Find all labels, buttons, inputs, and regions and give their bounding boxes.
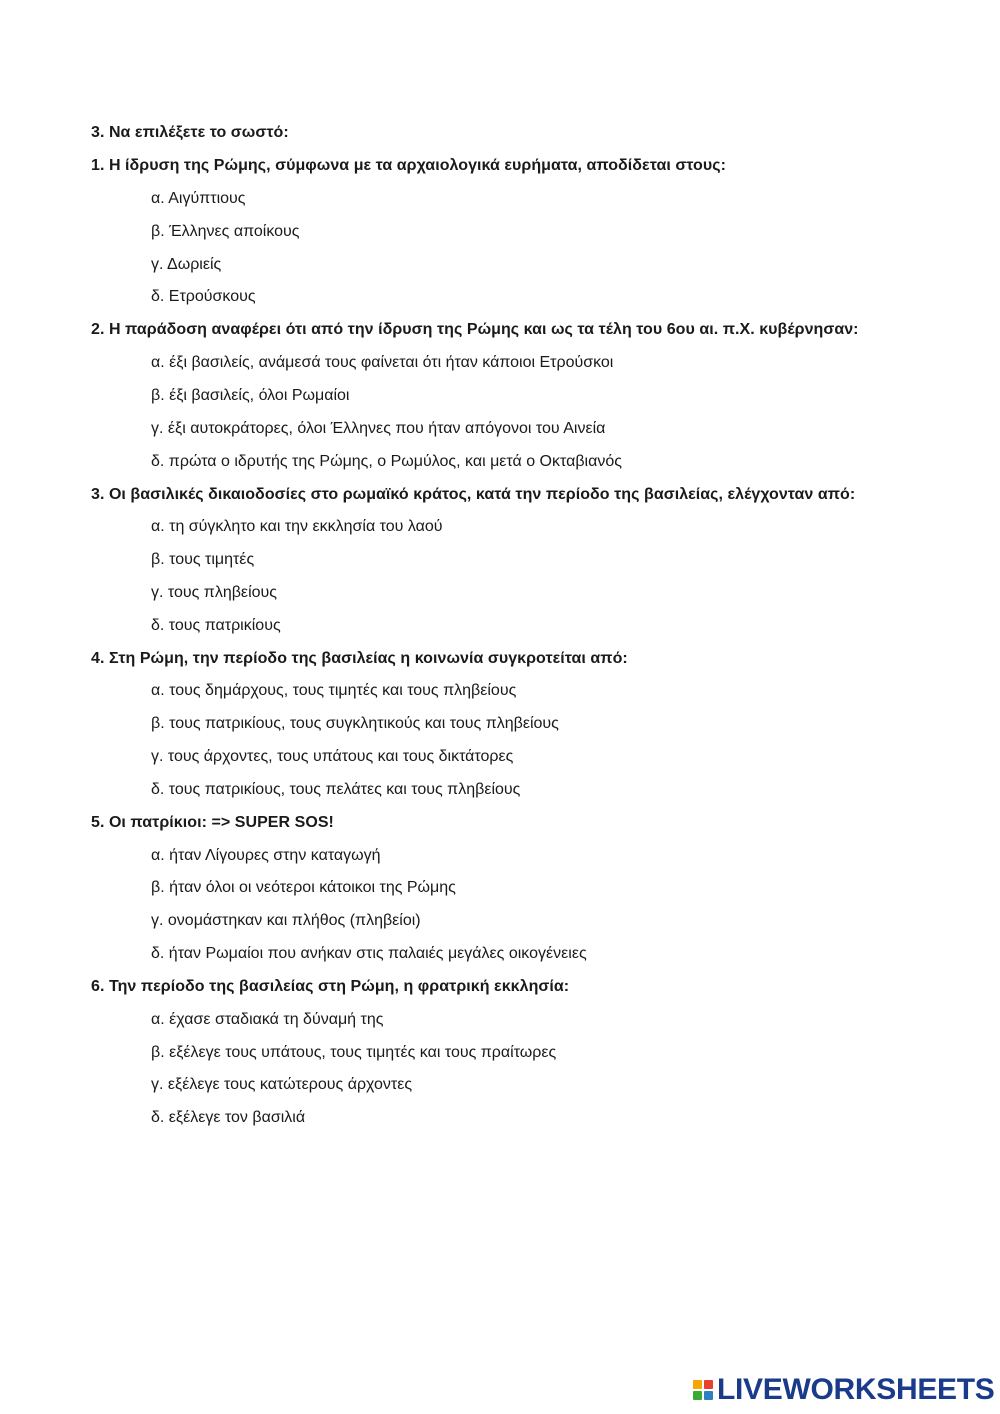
q5-option-a[interactable]: α. ήταν Λίγουρες στην καταγωγή bbox=[151, 847, 381, 864]
q4-option-a[interactable]: α. τους δημάρχους, τους τιμητές και τους πληβείους bbox=[151, 682, 517, 699]
q4-option-d[interactable]: δ. τους πατρικίους, τους πελάτες και τους πληβείους bbox=[151, 781, 521, 798]
q3-option-a[interactable]: α. τη σύγκλητο και την εκκλησία του λαού bbox=[151, 518, 443, 535]
logo-square-4 bbox=[704, 1391, 713, 1400]
q1-option-a[interactable]: α. Αιγύπτιους bbox=[151, 190, 246, 207]
q3-option-d[interactable]: δ. τους πατρικίους bbox=[151, 617, 281, 634]
logo-square-3 bbox=[693, 1391, 702, 1400]
q5-option-c[interactable]: γ. ονομάστηκαν και πλήθος (πληβείοι) bbox=[151, 912, 421, 929]
q6-option-c[interactable]: γ. εξέλεγε τους κατώτερους άρχοντες bbox=[151, 1076, 413, 1093]
q2-option-a[interactable]: α. έξι βασιλείς, ανάμεσά τους φαίνεται ότι ήταν κάποιοι Ετρούσκοι bbox=[151, 354, 614, 371]
question-5: 5. Οι πατρίκιοι: => SUPER SOS! bbox=[91, 814, 334, 831]
q3-option-c[interactable]: γ. τους πληβείους bbox=[151, 584, 277, 601]
q6-option-b[interactable]: β. εξέλεγε τους υπάτους, τους τιμητές και τους πραίτωρες bbox=[151, 1044, 557, 1061]
q2-option-d[interactable]: δ. πρώτα ο ιδρυτής της Ρώμης, ο Ρωμύλος, και μετά ο Οκταβιανός bbox=[151, 453, 622, 470]
logo-squares-icon bbox=[693, 1380, 713, 1400]
q1-option-c[interactable]: γ. Δωριείς bbox=[151, 256, 222, 273]
question-1: 1. Η ίδρυση της Ρώμης, σύμφωνα με τα αρχαιολογικά ευρήματα, αποδίδεται στους: bbox=[91, 157, 726, 174]
question-6: 6. Την περίοδο της βασιλείας στη Ρώμη, η φρατρική εκκλησία: bbox=[91, 978, 570, 995]
question-3: 3. Οι βασιλικές δικαιοδοσίες στο ρωμαϊκό κράτος, κατά την περίοδο της βασιλείας, ελέγχονταν από: bbox=[91, 486, 856, 503]
q1-option-d[interactable]: δ. Ετρούσκους bbox=[151, 288, 256, 305]
q6-option-a[interactable]: α. έχασε σταδιακά τη δύναμή της bbox=[151, 1011, 384, 1028]
q4-option-c[interactable]: γ. τους άρχοντες, τους υπάτους και τους δικτάτορες bbox=[151, 748, 514, 765]
q2-option-c[interactable]: γ. έξι αυτοκράτορες, όλοι Έλληνες που ήταν απόγονοι του Αινεία bbox=[151, 420, 606, 437]
q4-option-b[interactable]: β. τους πατρικίους, τους συγκλητικούς και τους πληβείους bbox=[151, 715, 559, 732]
q3-option-b[interactable]: β. τους τιμητές bbox=[151, 551, 255, 568]
logo-text: LIVEWORKSHEETS bbox=[717, 1373, 995, 1406]
q6-option-d[interactable]: δ. εξέλεγε τον βασιλιά bbox=[151, 1109, 306, 1126]
question-2: 2. Η παράδοση αναφέρει ότι από την ίδρυση της Ρώμης και ως τα τέλη του 6ου αι. π.Χ. κυβέρνησαν: bbox=[91, 321, 859, 338]
q1-option-b[interactable]: β. Έλληνες αποίκους bbox=[151, 223, 300, 240]
logo-square-1 bbox=[693, 1380, 702, 1389]
q5-option-b[interactable]: β. ήταν όλοι οι νεότεροι κάτοικοι της Ρώμης bbox=[151, 879, 456, 896]
q5-option-d[interactable]: δ. ήταν Ρωμαίοι που ανήκαν στις παλαιές μεγάλες οικογένειες bbox=[151, 945, 587, 962]
q2-option-b[interactable]: β. έξι βασιλείς, όλοι Ρωμαίοι bbox=[151, 387, 350, 404]
section-header: 3. Να επιλέξετε το σωστό: bbox=[91, 124, 289, 141]
logo-square-2 bbox=[704, 1380, 713, 1389]
question-4: 4. Στη Ρώμη, την περίοδο της βασιλείας η κοινωνία συγκροτείται από: bbox=[91, 650, 628, 667]
liveworksheets-logo[interactable] bbox=[693, 1374, 995, 1406]
